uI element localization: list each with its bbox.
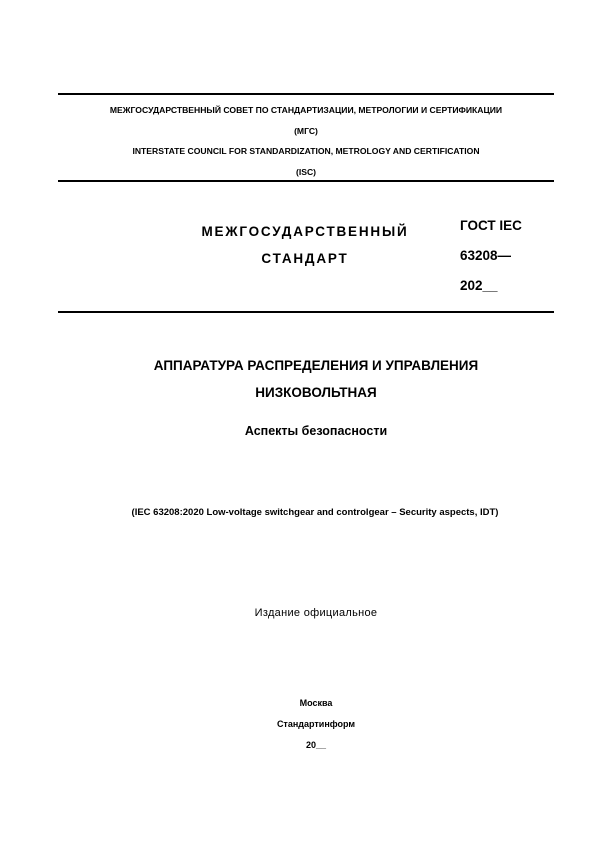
edition-label: Издание официальное (254, 607, 378, 619)
document-subtitle: Аспекты безопасности (244, 424, 388, 438)
publication-publisher: Стандартинформ (276, 719, 356, 729)
standard-designation (460, 211, 522, 301)
council-abbr-ru: (МГС) (294, 125, 318, 136)
standard-type (180, 218, 430, 272)
standard-type-line1: МЕЖГОСУДАРСТВЕННЫЙ (201, 224, 409, 239)
designation-line3: 202__ (460, 278, 498, 293)
publication-year: 20__ (305, 740, 327, 750)
document-title (58, 352, 574, 406)
council-header (58, 100, 554, 182)
standard-type-line2: СТАНДАРТ (261, 251, 349, 266)
top-rule (58, 93, 554, 95)
title-line2: НИЗКОВОЛЬТНАЯ (255, 385, 377, 400)
council-abbr-en: (ISC) (295, 166, 317, 177)
designation-line2: 63208— (460, 248, 512, 263)
title-line1: АППАРАТУРА РАСПРЕДЕЛЕНИЯ И УПРАВЛЕНИЯ (153, 358, 479, 373)
designation-rule (58, 311, 554, 313)
council-rule (58, 180, 554, 182)
iec-reference: (IEC 63208:2020 Low-voltage switchgear and controlgear – Security aspects, IDT) (131, 507, 499, 518)
publication-city: Москва (299, 698, 333, 708)
council-name-en: INTERSTATE COUNCIL FOR STANDARDIZATION, METROLOGY AND CERTIFICATION (132, 146, 480, 156)
publication-info (58, 693, 574, 756)
council-name-ru: МЕЖГОСУДАРСТВЕННЫЙ СОВЕТ ПО СТАНДАРТИЗАЦИИ, МЕТРОЛОГИИ И СЕРТИФИКАЦИИ (109, 105, 503, 115)
designation-line1: ГОСТ IEC (460, 218, 522, 233)
